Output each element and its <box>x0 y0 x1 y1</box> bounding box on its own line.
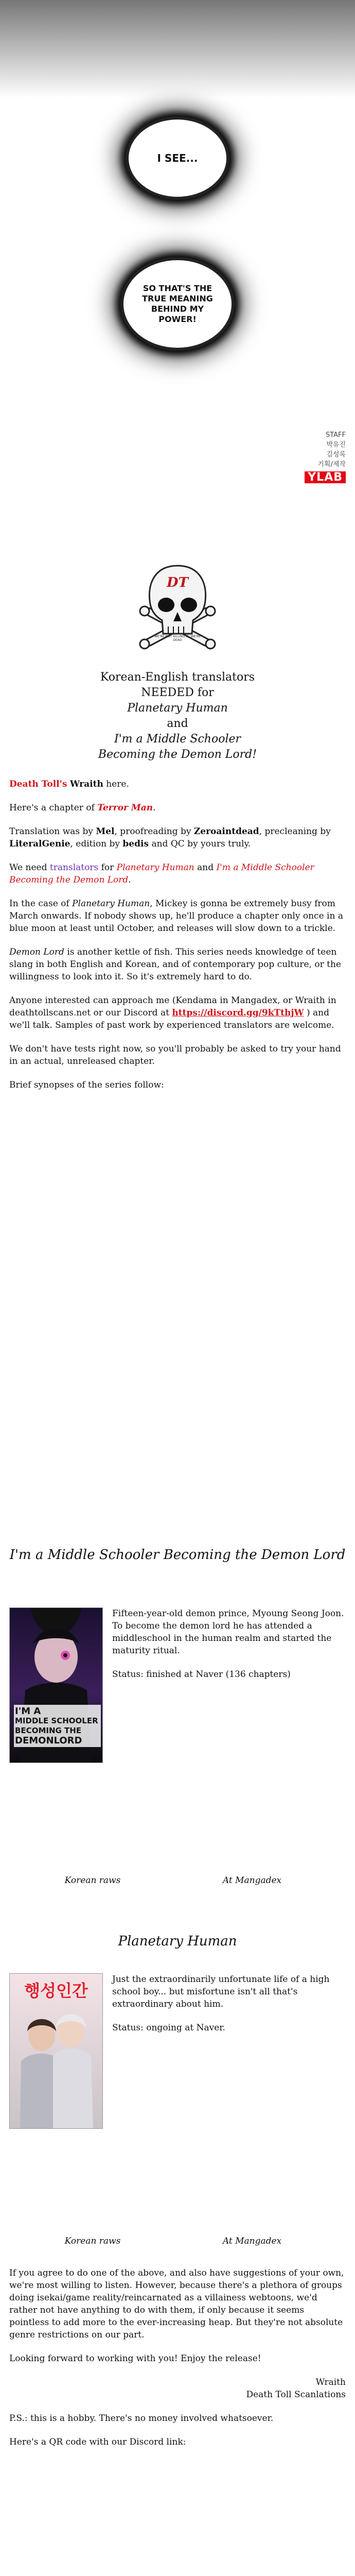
credits-text: precleaning by <box>264 826 331 837</box>
proofreader-name: Zeroaintdead <box>193 826 259 837</box>
speech-bubble-2-text: SO THAT'S THE TRUE MEANING BEHIND MY POWER! <box>142 283 213 324</box>
heading-line: and <box>167 717 188 730</box>
intro-text: here. <box>103 779 129 789</box>
series1-title: I'm a Middle Schooler Becoming the Demon Lord <box>9 1547 346 1563</box>
planetary-human-cover <box>9 1973 103 2129</box>
series1-status: Status: finished at Naver (136 chapters) <box>112 1669 291 1680</box>
qr-code-mangadex-2[interactable] <box>214 2154 291 2231</box>
series-title-planetary-human: Planetary Human <box>116 862 194 873</box>
paragraph-text: is another kettle of fish. This series needs knowledge of teen slang in both English and Korean, and of contemporary pop culture, or the willingness to look into it. So it's extremely hard to do. <box>9 947 341 982</box>
qr-caption: At Mangadex <box>222 2236 282 2246</box>
cover-title-line: BECOMING THE <box>15 1726 82 1735</box>
qr-caption: At Mangadex <box>222 1875 282 1886</box>
characters-image <box>10 1974 102 2128</box>
heading-line: Planetary Human <box>127 702 228 715</box>
staff-credits <box>305 430 346 484</box>
comic-panel <box>0 0 355 381</box>
ps-paragraph: P.S.: this is a hobby. There's no money involved whatsoever. <box>9 2413 274 2424</box>
series-title-terror-man: Terror Man <box>97 803 153 813</box>
signature <box>9 2376 346 2401</box>
series2-synopsis: Just the extraordinarily unfortunate life of a high school boy... but misfortune isn't all that's extraordinary about him. <box>112 1974 330 2009</box>
series1-synopsis: Fifteen-year-old demon prince, Myoung Seong Joon. To become the demon lord he has attended a middleschool in the human realm and started the maturity ritual. <box>112 1608 344 1656</box>
cover-title-line: MIDDLE SCHOOLER <box>15 1716 98 1725</box>
cover-title-line: I'M A <box>15 1706 41 1717</box>
speech-bubble-1 <box>129 120 226 197</box>
credits-text: , <box>259 826 262 837</box>
credits-text: yours truly. <box>201 839 251 849</box>
group-name: Death Toll's <box>9 779 67 789</box>
series-title: Demon Lord <box>9 947 64 957</box>
demon-lord-paragraph <box>9 946 346 983</box>
chapter-text: Here's a chapter of <box>9 803 98 813</box>
discord-link[interactable]: https://discord.gg/9kTthjW <box>172 1008 304 1018</box>
translators-word: translators <box>49 862 99 873</box>
qr-caption: Korean raws <box>64 1875 121 1886</box>
signature-name: Wraith <box>315 2377 346 2387</box>
heading-line: Becoming the Demon Lord! <box>98 748 257 761</box>
qr-code-mangadex-1[interactable] <box>214 1793 291 1870</box>
series2-status: Status: ongoing at Naver. <box>112 2023 225 2033</box>
credits-text: , edition by <box>70 839 123 849</box>
intro-paragraph <box>9 778 346 790</box>
credits-paragraph <box>9 825 346 850</box>
need-text: and <box>194 862 217 873</box>
contact-paragraph <box>9 994 346 1031</box>
suggestions-paragraph: If you agree to do one of the above, and also have suggestions of your own, we're most willing to listen. However, because there's a plethora of groups doing isekai/game reality/reincarnated as a villainess webtoons, we'd rather not have anything to do with them, if only because it seems pointless to add more to the ever-increasing heap. But they're not absolute genre restrictions on our part. <box>9 2268 344 2340</box>
credits-text: and QC by <box>149 839 198 849</box>
discord-qr-paragraph: Here's a QR code with our Discord link: <box>9 2437 186 2447</box>
brief-paragraph: Brief synopses of the series follow: <box>9 1080 164 1090</box>
chapter-end: . <box>153 803 156 813</box>
cover-title <box>14 1705 101 1747</box>
demon-lord-cover <box>9 1607 103 1763</box>
speech-bubble-1-text: I SEE... <box>157 152 198 164</box>
heading-line: I'm a Middle Schooler <box>114 733 241 745</box>
credits-text: Translation was by <box>9 826 96 837</box>
ylab-logo: YLAB <box>305 471 346 483</box>
heading-line: Korean-English translators <box>100 671 255 684</box>
series2-title: Planetary Human <box>118 1934 237 1949</box>
series2-synopsis-block <box>112 1973 346 2034</box>
need-paragraph <box>9 861 346 886</box>
need-text: for <box>98 862 117 873</box>
tests-paragraph: We don't have tests right now, so you'll probably be asked to try your hand in an actual, unreleased chapter. <box>9 1044 341 1066</box>
credit-line: 기획/제작 <box>317 461 346 468</box>
series-title: Planetary Human <box>72 899 150 909</box>
paragraph-text: ) and we'll talk. Samples of past work by experienced translators are welcome. <box>9 1008 334 1030</box>
credit-line: STAFF <box>325 431 346 439</box>
paragraph-text: In the case of <box>9 899 73 909</box>
logo-motto: WE'RE NOT KILLING IT, WE'RE DEAD <box>154 635 201 642</box>
top-gradient <box>0 0 355 98</box>
logo-letters: DT <box>167 575 188 590</box>
precleaner-name: LiteralGenie <box>9 839 70 849</box>
recruitment-notice <box>9 670 346 1103</box>
series-title-demon-lord: I'm a Middle Schooler Becoming the Demon Lord <box>9 862 314 885</box>
death-toll-logo <box>136 562 219 659</box>
translator-name: Mel <box>96 826 115 837</box>
looking-forward-paragraph: Looking forward to working with you! Enjoy the release! <box>9 2353 261 2364</box>
series1-synopsis-block <box>112 1607 346 1681</box>
cover-title-line: DEMONLORD <box>15 1735 82 1746</box>
planetary-human-paragraph <box>9 897 346 935</box>
need-text: We need <box>9 862 50 873</box>
closing-notes <box>9 2267 346 2460</box>
signature-group: Death Toll Scanlations <box>246 2389 346 2400</box>
need-text: . <box>128 875 131 885</box>
qr-code-korean-raws-2[interactable] <box>54 2154 131 2231</box>
credit-line: 박유진 <box>326 441 346 449</box>
qr-caption: Korean raws <box>64 2236 121 2246</box>
editor-name: bedis <box>122 839 149 849</box>
author-name: Wraith <box>69 779 103 789</box>
paragraph-text: Anyone interested can approach me (Kendama in Mangadex, or Wraith in deathtollscans.net or our Discord at <box>9 995 336 1018</box>
speech-bubble-2 <box>123 260 232 348</box>
credit-line: 김성록 <box>326 451 346 459</box>
credits-text: , proofreading by <box>114 826 194 837</box>
chapter-paragraph <box>9 802 346 814</box>
qr-code-korean-raws-1[interactable] <box>54 1793 131 1870</box>
notice-heading <box>9 670 346 762</box>
paragraph-text: , Mickey is gonna be extremely busy from March onwards. If nobody shows up, he'll produce a chapter only once in a blue moon at least until October, and releases will slow down to a trickle. <box>9 899 343 934</box>
cover-korean-title: 행성인간 <box>24 1981 88 2001</box>
heading-line: NEEDED for <box>141 686 214 699</box>
